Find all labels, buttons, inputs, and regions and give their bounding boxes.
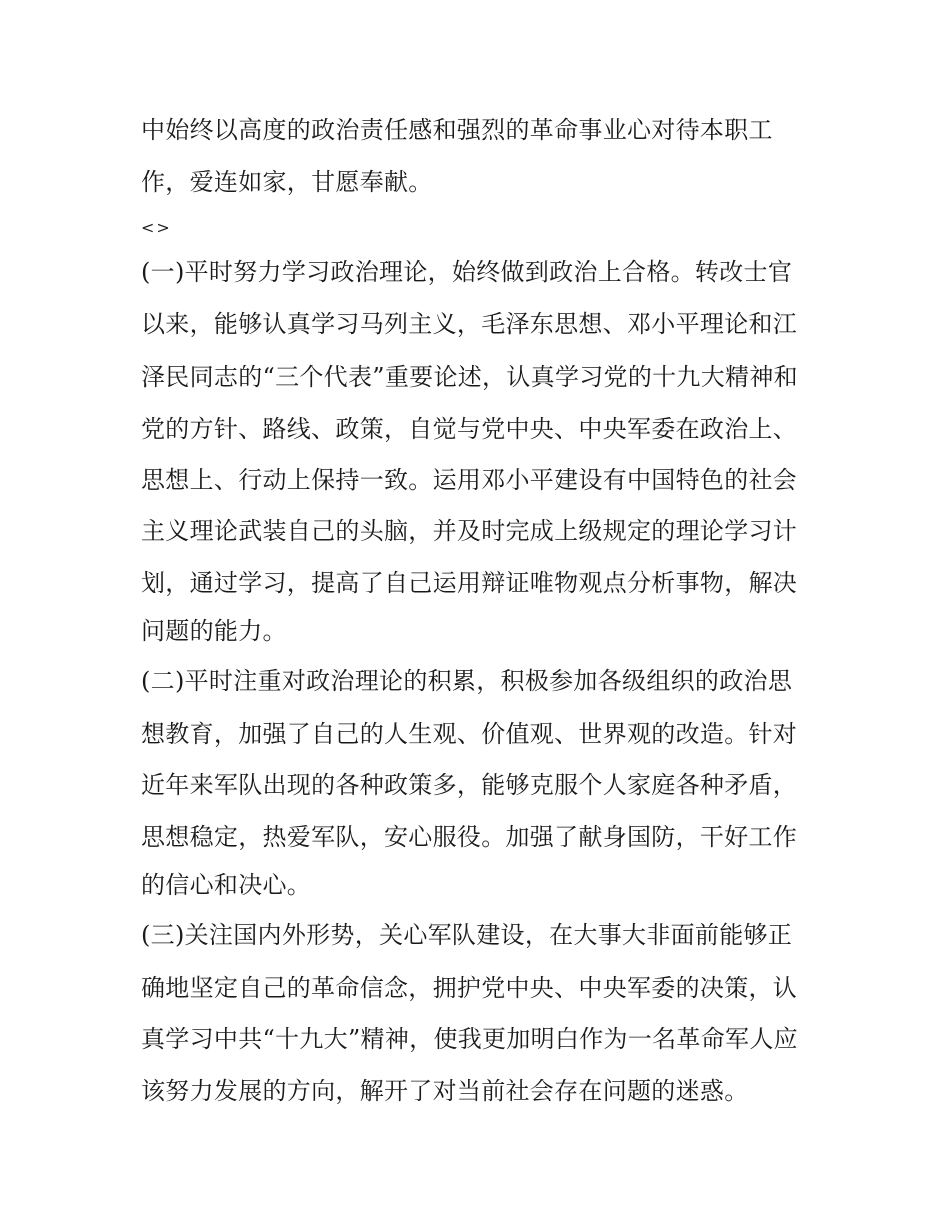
text-line: 主义理论武装自己的头脑，并及时完成上级规定的理论学习计 (141, 517, 798, 545)
text-line: 中始终以高度的政治责任感和强烈的革命事业心对待本职工 (141, 116, 773, 144)
section-1-heading-line: (一)平时努力学习政治理论，始终做到政治上合格。转改士官 (141, 258, 793, 286)
text-line: 作，爱连如家，甘愿奉献。 (141, 168, 433, 196)
section-2-heading-line: (二)平时注重对政治理论的积累，积极参加各级组织的政治思 (141, 667, 793, 695)
placeholder-marker: <> (141, 218, 172, 237)
text-line: 思想上、行动上保持一致。运用邓小平建设有中国特色的社会 (141, 466, 798, 494)
text-line: 泽民同志的“三个代表”重要论述，认真学习党的十九大精神和 (141, 363, 798, 391)
text-line: 以来，能够认真学习马列主义，毛泽东思想、邓小平理论和江 (141, 310, 798, 338)
text-line: 该努力发展的方向，解开了对当前社会存在问题的迷惑。 (141, 1077, 749, 1105)
text-line: 的信心和决心。 (141, 871, 312, 899)
text-line: 想教育，加强了自己的人生观、价值观、世界观的改造。针对 (141, 720, 798, 748)
text-line: 党的方针、路线、政策，自觉与党中央、中央军委在政治上、 (141, 415, 798, 443)
text-line: 问题的能力。 (141, 617, 287, 645)
text-line: 思想稳定，热爱军队，安心服役。加强了献身国防，干好工作 (141, 823, 798, 851)
text-line: 真学习中共“十九大”精神，使我更加明白作为一名革命军人应 (141, 1025, 798, 1053)
text-line: 确地坚定自己的革命信念，拥护党中央、中央军委的决策，认 (141, 974, 798, 1002)
section-3-heading-line: (三)关注国内外形势，关心军队建设，在大事大非面前能够正 (141, 921, 793, 949)
text-line: 近年来军队出现的各种政策多，能够克服个人家庭各种矛盾， (141, 771, 798, 799)
text-line: 划，通过学习，提高了自己运用辩证唯物观点分析事物，解决 (141, 569, 798, 597)
